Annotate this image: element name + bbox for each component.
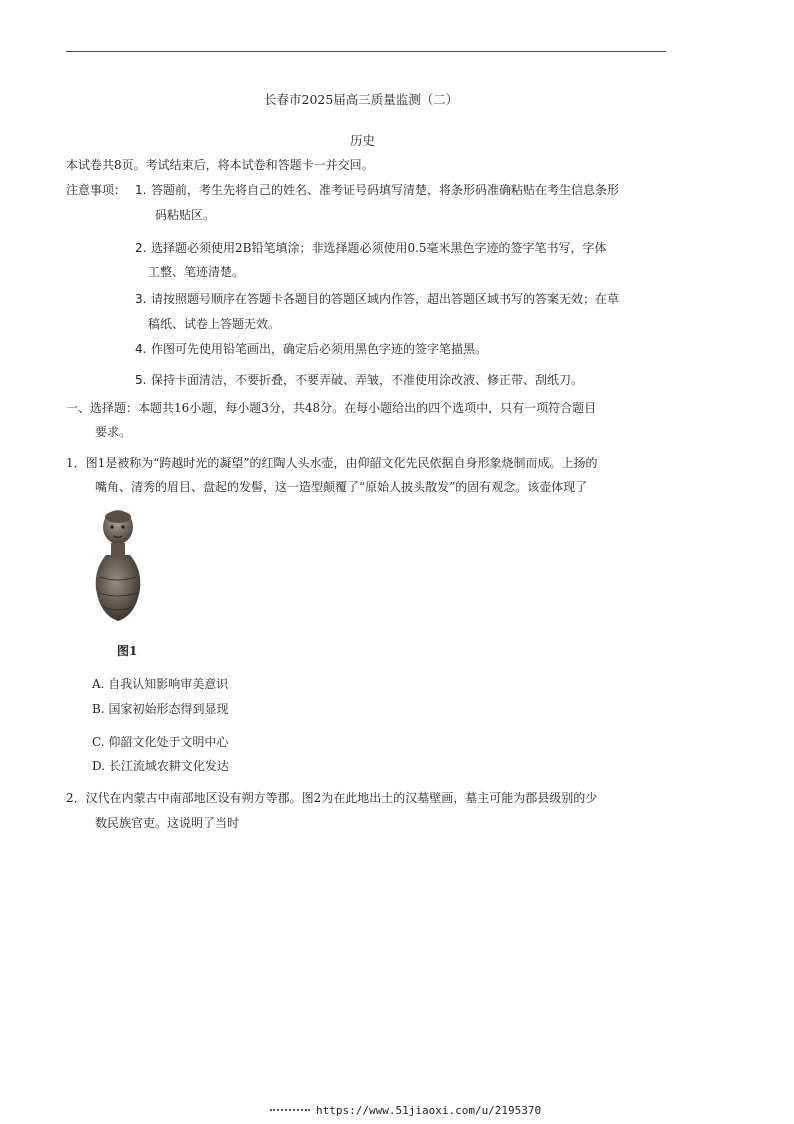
- figure-1-caption: 图1: [117, 644, 138, 658]
- footer-logo-mark: [270, 1109, 310, 1114]
- q1-stem-line1: 1．图1是被称为“跨越时光的凝望”的红陶人头水壶，由仰韶文化先民依据自身形象烧制而成。上扬的: [66, 456, 598, 470]
- q1-option-d: D. 长江流域农耕文化发达: [92, 759, 229, 773]
- q1-stem-line2: 嘴角、清秀的眉目、盘起的发髻，这一造型颠覆了“原始人披头散发”的固有观念。该壶体现了: [95, 480, 588, 494]
- footer-watermark: [270, 1104, 541, 1117]
- note-2-line2: 工整、笔迹清楚。: [148, 265, 245, 279]
- note-5-num: 5.: [135, 373, 147, 387]
- q1-option-c: C. 仰韶文化处于文明中心: [92, 735, 229, 749]
- note-2-num: 2.: [135, 241, 147, 255]
- footer-url[interactable]: https://www.51jiaoxi.com/u/2195370: [316, 1104, 542, 1117]
- q1-option-a: A. 自我认知影响审美意识: [92, 677, 229, 691]
- section-heading-line1: 一、选择题：本题共16小题，每小题3分，共48分。在每小题给出的四个选项中，只有一项符合题目: [66, 401, 597, 415]
- notes-label: 注意事项：: [66, 183, 127, 197]
- section-heading-line2: 要求。: [95, 425, 132, 439]
- note-3-line1: 请按照题号顺序在答题卡各题目的答题区域内作答，超出答题区域书写的答案无效；在草: [151, 292, 620, 306]
- subject-title: 历史: [350, 133, 376, 148]
- note-1-line2: 码粘贴区。: [155, 208, 216, 222]
- note-4-num: 4.: [135, 342, 147, 356]
- note-1-num: 1.: [135, 183, 147, 197]
- note-4-line1: 作图可先使用铅笔画出，确定后必须用黑色字迹的签字笔描黑。: [151, 342, 488, 356]
- intro-text: 本试卷共8页。考试结束后，将本试卷和答题卡一并交回。: [66, 158, 374, 172]
- note-3-line2: 稿纸、试卷上答题无效。: [148, 317, 281, 331]
- exam-title: 长春市2025届高三质量监测（二）: [264, 92, 459, 107]
- header-rule: [66, 51, 666, 52]
- q1-option-b: B. 国家初始形态得到显现: [92, 702, 229, 716]
- note-5-line1: 保持卡面清洁，不要折叠，不要弄破、弄皱，不准使用涂改液、修正带、刮纸刀。: [151, 373, 584, 387]
- note-2-line1: 选择题必须使用2B铅笔填涂；非选择题必须使用0.5毫米黑色字迹的签字笔书写，字体: [151, 241, 607, 255]
- note-1-line1: 答题前，考生先将自己的姓名、准考证号码填写清楚，将条形码准确粘贴在考生信息条形: [151, 183, 620, 197]
- q2-stem-line2: 数民族官吏。这说明了当时: [95, 816, 240, 830]
- note-3-num: 3.: [135, 292, 147, 306]
- q2-stem-line1: 2．汉代在内蒙古中南部地区设有朔方等郡。图2为在此地出土的汉墓壁画，墓主可能为郡县级别的少: [66, 791, 598, 805]
- figure-1-pottery-vessel-image: [88, 507, 148, 625]
